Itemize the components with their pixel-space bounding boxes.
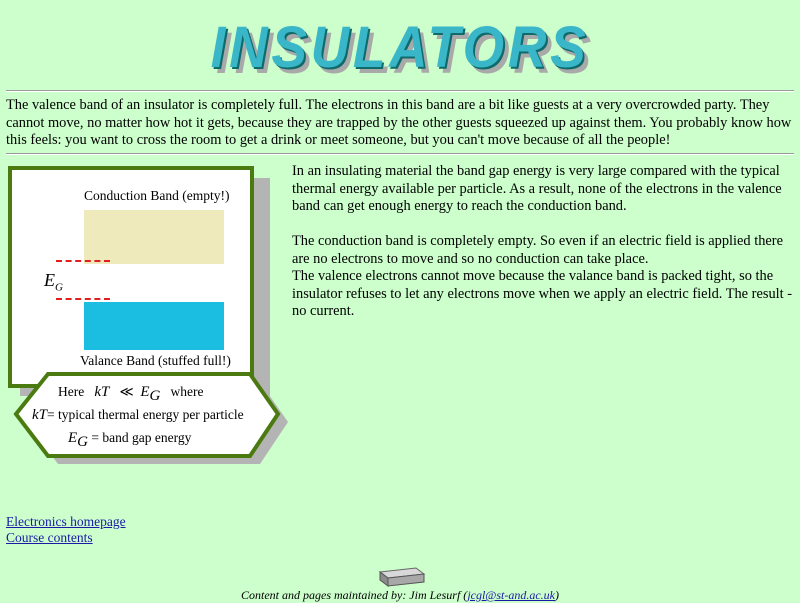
electronics-homepage-link[interactable]: Electronics homepage bbox=[6, 514, 126, 529]
note-line-3: $E_G$ = band gap energy bbox=[68, 430, 192, 450]
footer bbox=[0, 588, 800, 603]
footer-close: ) bbox=[555, 588, 559, 602]
band-diagram bbox=[8, 166, 290, 466]
explanation-paragraph-1: In an insulating material the band gap energy is very large compared with the typical thermal energy available per particle. As a result, none of the electrons in the valence band can get enough energy to reach the conduction band. bbox=[292, 163, 782, 214]
valence-band-label: Valance Band (stuffed full!) bbox=[80, 353, 231, 368]
footer-text: Content and pages maintained by: Jim Lesurf ( bbox=[241, 588, 468, 602]
note-hexagon bbox=[8, 370, 290, 471]
explanation-text bbox=[292, 163, 796, 321]
conduction-band-box bbox=[84, 210, 224, 264]
valence-band-edge-line bbox=[56, 298, 110, 300]
middle-divider bbox=[6, 153, 794, 155]
course-contents-link[interactable]: Course contents bbox=[6, 530, 93, 545]
note-line-2: kT= typical thermal energy per particle bbox=[32, 407, 244, 423]
explanation-paragraph-2: The conduction band is completely empty. So even if an electric field is applied there are no electrons to move and so no conduction can take place. bbox=[292, 233, 783, 267]
valence-band-box bbox=[84, 302, 224, 350]
top-divider bbox=[6, 90, 794, 92]
conduction-band-edge-line bbox=[56, 260, 110, 262]
conduction-band-label: Conduction Band (empty!) bbox=[84, 188, 230, 203]
diagram-card bbox=[8, 166, 254, 388]
band-gap-symbol: $E_G$ bbox=[44, 270, 63, 294]
page-banner bbox=[0, 14, 800, 84]
note-line-1: Here kT ≪ $E_G$ where bbox=[58, 384, 204, 404]
explanation-paragraph-3: The valence electrons cannot move because the valance band is packed tight, so the insulator refuses to let any electrons move when we apply an electric field. The result - no current. bbox=[292, 268, 793, 319]
page-title: INSULATORS bbox=[210, 15, 590, 80]
intro-paragraph: The valence band of an insulator is completely full. The electrons in this band are a bit like guests at a very overcrowded party. They cannot move, no matter how hot it gets, because they are trapped by the other guests squeezed up against them. You probably know how this feels: you want to cross the room to get a drink or meet someone, but you can't move because of all the people! bbox=[6, 97, 792, 148]
maintainer-email-link[interactable]: jcgl@st-and.ac.uk bbox=[467, 588, 555, 602]
nav-links bbox=[6, 514, 126, 546]
